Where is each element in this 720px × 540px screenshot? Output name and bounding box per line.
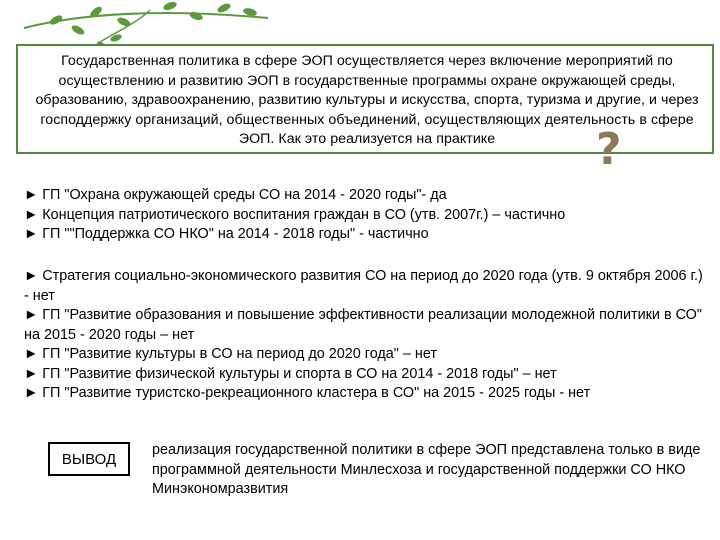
list-item: ► ГП "Развитие образования и повышение эффективности реализации молодежной политики в СО" на 2015 - 2020 годы – нет <box>24 307 702 343</box>
list-item: ► ГП "Развитие физической культуры и спорта в СО на 2014 - 2018 годы" – нет <box>24 365 557 382</box>
question-mark-icon: ? <box>596 124 622 175</box>
list-item: ► ГП "Охрана окружающей среды СО на 2014 - 2020 годы"- да <box>24 187 447 203</box>
list-item: ► ГП ""Поддержка СО НКО" на 2014 - 2018 годы" - частично <box>24 226 429 242</box>
list-item: ► ГП "Развитие туристско-рекреационного кластера в СО" на 2015 - 2025 годы - нет <box>24 385 591 401</box>
programs-list-partial <box>24 186 714 245</box>
conclusion-label-box <box>48 442 130 476</box>
list-item: ► ГП "Развитие культуры в СО на период до 2020 года" – нет <box>24 346 437 362</box>
programs-list-none <box>24 267 704 404</box>
list-item: ► Стратегия социально-экономического развития СО на период до 2020 года (утв. 9 октября 2006 г.) - нет <box>24 268 703 304</box>
conclusion-text: реализация государственной политики в сфере ЭОП представлена только в виде программной деятельности Минлесхоза и государственной поддержки СО НКО Минэкономразвития <box>152 442 701 497</box>
intro-paragraph: Государственная политика в сфере ЭОП осуществляется через включение мероприятий по осуществлению и развитию ЭОП в государственные программы охране окружающей среды, образованию, здравоохранению, развитию культуры и искусства, спорта, туризма и другие, и через господдержку организаций, общественных объединений, осуществляющих деятельность в сфере ЭОП. Как это реализуется на практике <box>35 53 699 148</box>
conclusion-label: ВЫВОД <box>61 450 117 468</box>
list-item: ► Концепция патриотического воспитания граждан в СО (утв. 2007г.) – частично <box>24 206 566 223</box>
